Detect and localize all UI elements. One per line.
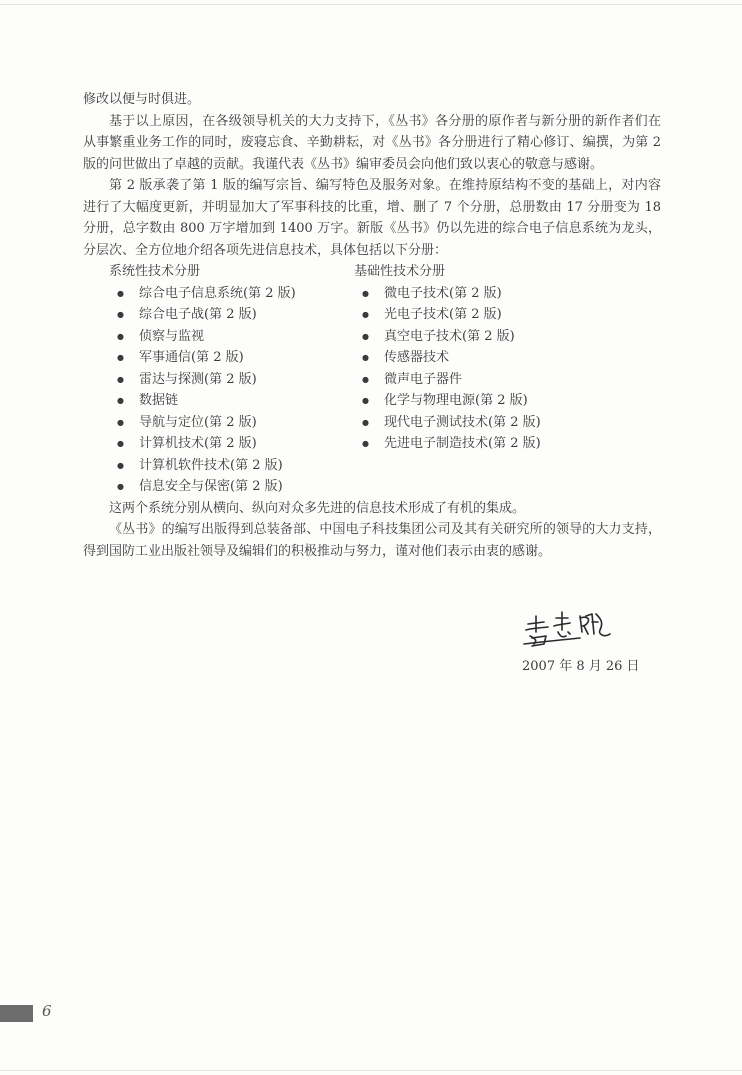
list-item: ● 数据链 — [117, 390, 354, 412]
page-marker-bar — [0, 1005, 33, 1022]
list-foundations — [354, 261, 599, 498]
list-item: ● 综合电子战(第 2 版) — [117, 304, 354, 326]
top-edge — [0, 4, 742, 5]
list-item: ● 先进电子制造技术(第 2 版) — [362, 433, 599, 455]
list-item: ● 综合电子信息系统(第 2 版) — [117, 283, 354, 305]
list-item: ● 计算机技术(第 2 版) — [117, 433, 354, 455]
list-item: ● 军事通信(第 2 版) — [117, 347, 354, 369]
list-item: ● 侦察与监视 — [117, 326, 354, 348]
list-item: ● 现代电子测试技术(第 2 版) — [362, 412, 599, 434]
signature-date: 2007 年 8 月 26 日 — [522, 659, 640, 674]
body-text — [83, 89, 661, 562]
list-item: ● 导航与定位(第 2 版) — [117, 412, 354, 434]
page-number: 6 — [42, 1002, 52, 1020]
handwritten-signature — [520, 608, 620, 652]
paragraph-5: 《丛书》的编写出版得到总装备部、中国电子科技集团公司及其有关研究所的领导的大力支持，得到国防工业出版社领导及编辑们的积极推动与努力，谨对他们表示由衷的感谢。 — [83, 522, 661, 559]
paragraph-1: 修改以便与时俱进。 — [83, 92, 201, 107]
list-systems — [83, 261, 354, 498]
paragraph-3: 第 2 版承袭了第 1 版的编写宗旨、编写特色及服务对象。在维持原结构不变的基础上，对内容进行了大幅度更新，并明显加大了军事科技的比重，增、删了 7 个分册，总册数由 17 分册变为 18 分册，总字数由 800 万字增加到 1400 万字。新版《丛书》仍以先进的综合电子信息系统为龙头，分层次、全方位地介绍各项先进信息技术，具体包括以下分册： — [83, 178, 661, 258]
list-item: ● 雷达与探测(第 2 版) — [117, 369, 354, 391]
list-item: ● 传感器技术 — [362, 347, 599, 369]
list-item: ● 化学与物理电源(第 2 版) — [362, 390, 599, 412]
list-heading-foundations: 基础性技术分册 — [354, 264, 446, 279]
paragraph-2: 基于以上原因，在各级领导机关的大力支持下，《丛书》各分册的原作者与新分册的新作者们在从事繁重业务工作的同时，废寝忘食、辛勤耕耘，对《丛书》各分册进行了精心修订、编撰，为第 2 版的问世做出了卓越的贡献。我谨代表《丛书》编审委员会向他们致以衷心的敬意与感谢。 — [83, 113, 661, 172]
paragraph-4: 这两个系统分别从横向、纵向对众多先进的信息技术形成了有机的集成。 — [109, 500, 526, 516]
list-item: ● 光电子技术(第 2 版) — [362, 304, 599, 326]
list-item: ● 微电子技术(第 2 版) — [362, 283, 599, 305]
list-item: ● 微声电子器件 — [362, 369, 599, 391]
list-heading-systems: 系统性技术分册 — [109, 264, 201, 279]
list-item: ● 真空电子技术(第 2 版) — [362, 326, 599, 348]
list-item: ● 计算机软件技术(第 2 版) — [117, 455, 354, 477]
bottom-edge — [0, 1070, 742, 1071]
volume-lists — [83, 261, 661, 498]
list-item: ● 信息安全与保密(第 2 版) — [117, 476, 354, 498]
